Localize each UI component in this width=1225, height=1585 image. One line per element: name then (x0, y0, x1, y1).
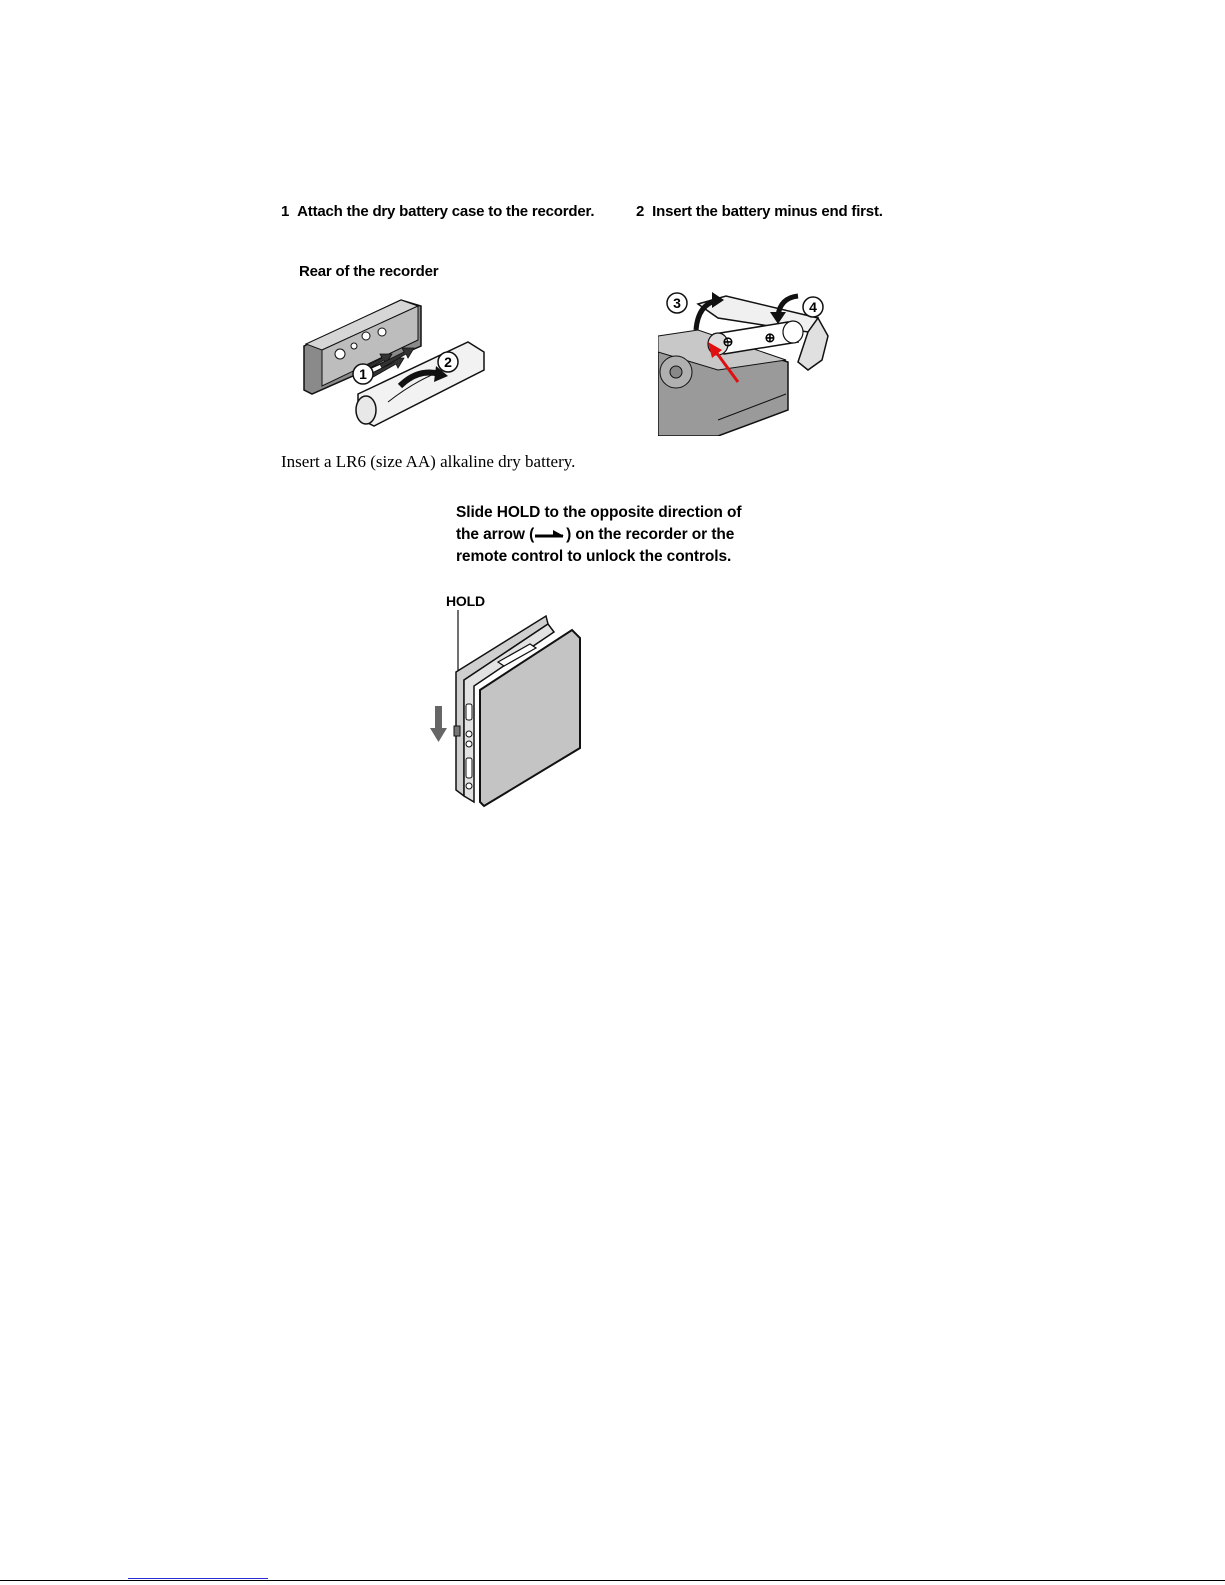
rear-of-recorder-label: Rear of the recorder (299, 263, 439, 280)
recorder-hold-switch-illustration (428, 610, 588, 810)
insert-battery-illustration (658, 290, 848, 436)
callout-4: 4 (809, 299, 817, 315)
plus-symbol: ⊕ (764, 330, 776, 345)
hold-instruction-line1: Slide HOLD to the opposite direction of (456, 504, 742, 521)
step2-heading (636, 203, 883, 220)
step1-number: 1 (281, 203, 290, 220)
hold-instruction-line3: remote control to unlock the controls. (456, 548, 732, 565)
footer-rule (0, 1580, 1225, 1581)
step1-heading-text: Attach the dry battery case to the recorder. (297, 203, 595, 220)
footer-link-underline[interactable] (128, 1578, 268, 1579)
hold-direction-arrow-icon (535, 530, 565, 540)
step2-number: 2 (636, 203, 645, 220)
hold-label: HOLD (446, 593, 485, 609)
attach-battery-case-illustration (296, 294, 496, 434)
step1-heading (281, 203, 594, 220)
callout-3: 3 (673, 295, 681, 311)
callout-1: 1 (359, 366, 367, 382)
hold-instruction (456, 502, 741, 568)
minus-symbol: ⊖ (722, 334, 734, 349)
step2-heading-text: Insert the battery minus end first. (652, 203, 883, 220)
hold-instruction-line2: the arrow ( ) on the recorder or the (456, 526, 735, 543)
battery-note: Insert a LR6 (size AA) alkaline dry battery. (281, 452, 576, 471)
callout-2: 2 (444, 354, 452, 370)
